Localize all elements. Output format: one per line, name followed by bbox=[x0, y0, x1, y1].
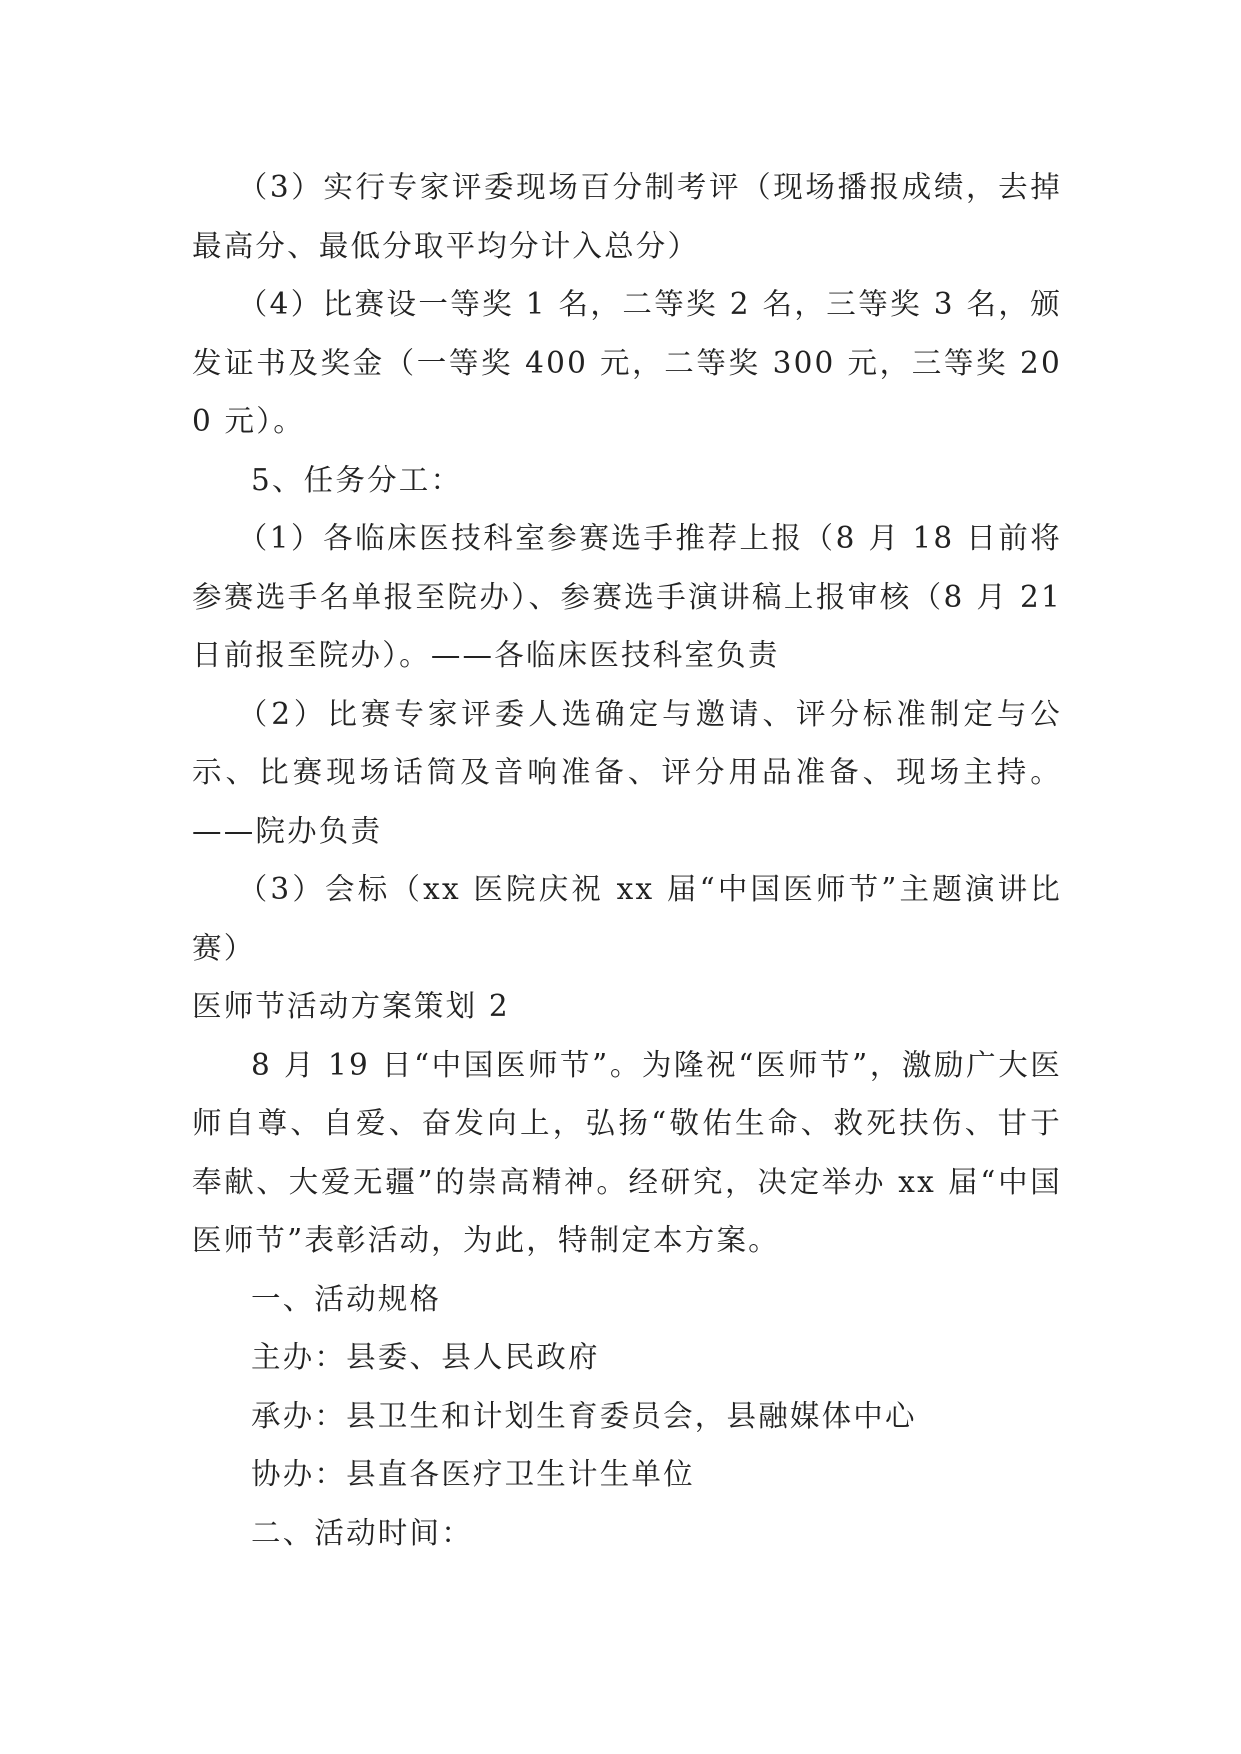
paragraph-co-organizer: 协办：县直各医疗卫生计生单位 bbox=[251, 1457, 695, 1491]
paragraph-task-1: （1）各临床医技科室参赛选手推荐上报（8 月 18 日前将参赛选手名单报至院办）、参赛选手演讲稿上报审核（8 月 21 日前报至院办）。——各临床医技科室负责 bbox=[192, 521, 1062, 672]
paragraph-awards: （4）比赛设一等奖 1 名，二等奖 2 名，三等奖 3 名，颁发证书及奖金（一等奖 400 元，二等奖 300 元，三等奖 200 元）。 bbox=[192, 287, 1062, 438]
heading-activity-level: 一、活动规格 bbox=[251, 1281, 442, 1316]
paragraph-plan-intro: 8 月 19 日“中国医师节”。为隆祝“医师节”，激励广大医师自尊、自爱、奋发向上，弘扬“敬佑生命、救死扶伤、甘于奉献、大爱无疆”的崇高精神。经研究，决定举办 xx 届“中国医师节”表彰活动，为此，特制定本方案。 bbox=[192, 1047, 1062, 1257]
paragraph-organizer: 承办：县卫生和计划生育委员会，县融媒体中心 bbox=[251, 1398, 917, 1433]
paragraph-task-2: （2）比赛专家评委人选确定与邀请、评分标准制定与公示、比赛现场话筒及音响准备、评分用品准备、现场主持。——院办负责 bbox=[192, 696, 1062, 848]
paragraph-scoring-method: （3）实行专家评委现场百分制考评（现场播报成绩，去掉最高分、最低分取平均分计入总分） bbox=[192, 170, 1062, 263]
paragraph-host: 主办：县委、县人民政府 bbox=[251, 1340, 600, 1374]
heading-activity-time: 二、活动时间： bbox=[251, 1515, 473, 1550]
document-body bbox=[192, 158, 1062, 1562]
section-title-plan-2: 医师节活动方案策划 2 bbox=[192, 989, 510, 1023]
paragraph-task-division-heading: 5、任务分工： bbox=[251, 462, 463, 497]
paragraph-task-3: （3）会标（xx 医院庆祝 xx 届“中国医师节”主题演讲比赛） bbox=[192, 872, 1062, 965]
